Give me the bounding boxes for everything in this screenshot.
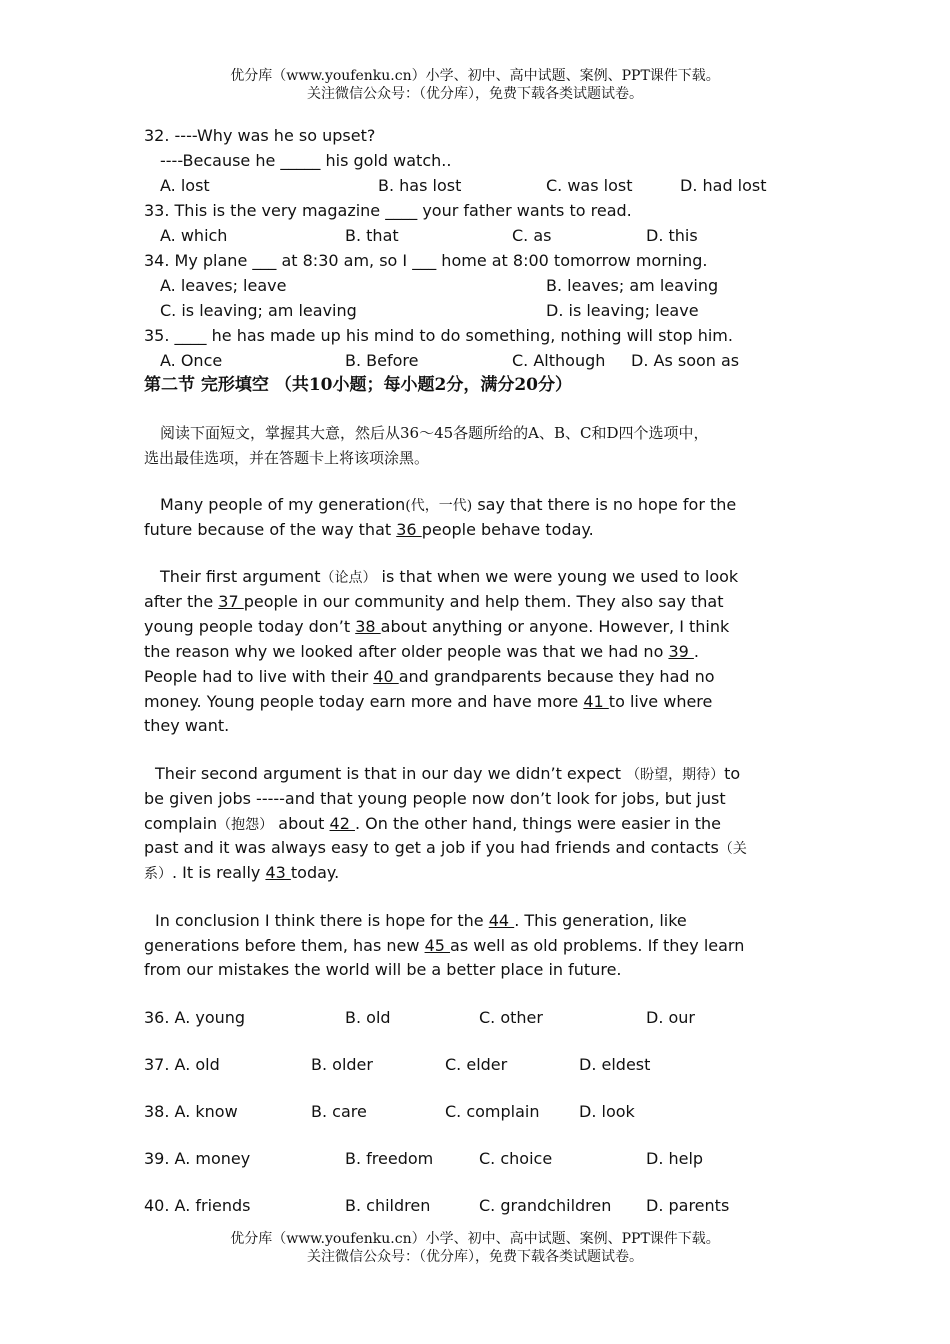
q33-option-b: B. that xyxy=(345,226,399,245)
q34-option-b: B. leaves; am leaving xyxy=(546,276,719,295)
q39-option-a: 39. A. money xyxy=(144,1149,251,1168)
q36-option-a: 36. A. young xyxy=(144,1008,246,1027)
q32-option-d: D. had lost xyxy=(680,176,767,195)
blank-45: 45 xyxy=(424,936,451,955)
passage-line: People had to live with their 40 and grandparents because they had no xyxy=(144,667,715,686)
q32-stem: 32. ----Why was he so upset? xyxy=(144,126,376,145)
passage-line: they want. xyxy=(144,716,230,735)
q40-option-d: D. parents xyxy=(646,1196,730,1215)
passage-line: money. Young people today earn more and have more 41 to live where xyxy=(144,692,713,711)
q32-option-c: C. was lost xyxy=(546,176,633,195)
passage-line: from our mistakes the world will be a better place in future. xyxy=(144,960,622,979)
q35-option-b: B. Before xyxy=(345,351,419,370)
passage-line: be given jobs -----and that young people now don’t look for jobs, but just xyxy=(144,789,726,808)
q37-option-d: D. eldest xyxy=(579,1055,651,1074)
q40-option-a: 40. A. friends xyxy=(144,1196,251,1215)
q34-stem: 34. My plane ___ at 8:30 am, so I ___ home at 8:00 tomorrow morning. xyxy=(144,251,708,270)
section-instruction-2: 选出最佳选项，并在答题卡上将该项涂黑。 xyxy=(144,449,430,467)
blank-40: 40 xyxy=(373,667,399,686)
blank-38: 38 xyxy=(355,617,381,636)
q33-stem: 33. This is the very magazine ____ your father wants to read. xyxy=(144,201,632,220)
footer-line-1: 优分库（www.youfenku.cn）小学、初中、高中试题、案例、PPT课件下载。 xyxy=(230,1231,720,1247)
header-line-1: 优分库（www.youfenku.cn）小学、初中、高中试题、案例、PPT课件下载。 xyxy=(230,68,720,84)
q35-option-a: A. Once xyxy=(160,351,223,370)
q39-option-d: D. help xyxy=(646,1149,704,1168)
q35-stem: 35. ____ he has made up his mind to do something, nothing will stop him. xyxy=(144,326,733,345)
q38-option-d: D. look xyxy=(579,1102,635,1121)
q32-stem-2: ----Because he _____ his gold watch.. xyxy=(160,151,452,170)
q38-option-b: B. care xyxy=(311,1102,367,1121)
q34-option-c: C. is leaving; am leaving xyxy=(160,301,357,320)
passage-line: In conclusion I think there is hope for the 44 . This generation, like xyxy=(155,911,687,930)
passage-line: complain（抱怨） about 42 . On the other hand, things were easier in the xyxy=(144,814,721,833)
q37-option-c: C. elder xyxy=(445,1055,508,1074)
q36-option-c: C. other xyxy=(479,1008,543,1027)
q32-option-b: B. has lost xyxy=(378,176,462,195)
q39-option-c: C. choice xyxy=(479,1149,553,1168)
q33-option-d: D. this xyxy=(646,226,698,245)
passage-line: Their second argument is that in our day we didn’t expect （盼望，期待）to xyxy=(155,764,741,783)
blank-36: 36 xyxy=(396,520,422,539)
q37-option-a: 37. A. old xyxy=(144,1055,220,1074)
passage-line: past and it was always easy to get a job if you had friends and contacts（关 xyxy=(144,838,747,857)
page-footer xyxy=(0,1230,950,1266)
section-instruction-1: 阅读下面短文，掌握其大意，然后从36～45各题所给的A、B、C和D四个选项中， xyxy=(160,424,709,442)
blank-42: 42 xyxy=(329,814,355,833)
page-header xyxy=(0,67,950,103)
q33-option-c: C. as xyxy=(512,226,552,245)
blank-44: 44 xyxy=(488,911,515,930)
q34-option-d: D. is leaving; leave xyxy=(546,301,699,320)
passage-line: Many people of my generation(代，一代) say that there is no hope for the xyxy=(160,495,737,514)
q40-option-b: B. children xyxy=(345,1196,431,1215)
passage-line: Their first argument（论点） is that when we were young we used to look xyxy=(160,567,739,586)
header-line-2: 关注微信公众号：（优分库），免费下载各类试题试卷。 xyxy=(307,86,643,102)
passage-line: future because of the way that 36 people behave today. xyxy=(144,520,594,539)
blank-41: 41 xyxy=(583,692,609,711)
q32-option-a: A. lost xyxy=(160,176,210,195)
q35-option-d: D. As soon as xyxy=(631,351,740,370)
passage-line: after the 37 people in our community and help them. They also say that xyxy=(144,592,724,611)
q36-option-b: B. old xyxy=(345,1008,391,1027)
passage-line: young people today don’t 38 about anything or anyone. However, I think xyxy=(144,617,730,636)
passage-line: generations before them, has new 45 as well as old problems. If they learn xyxy=(144,936,745,955)
footer-line-2: 关注微信公众号：（优分库），免费下载各类试题试卷。 xyxy=(307,1249,643,1265)
q34-option-a: A. leaves; leave xyxy=(160,276,287,295)
passage-line: the reason why we looked after older people was that we had no 39 . xyxy=(144,642,699,661)
q40-option-c: C. grandchildren xyxy=(479,1196,612,1215)
q39-option-b: B. freedom xyxy=(345,1149,434,1168)
q36-option-d: D. our xyxy=(646,1008,695,1027)
passage-line: 系）. It is really 43 today. xyxy=(144,863,340,882)
q37-option-b: B. older xyxy=(311,1055,373,1074)
q35-option-c: C. Although xyxy=(512,351,606,370)
blank-43: 43 xyxy=(265,863,291,882)
blank-37: 37 xyxy=(218,592,244,611)
blank-39: 39 xyxy=(668,642,694,661)
q38-option-a: 38. A. know xyxy=(144,1102,238,1121)
q38-option-c: C. complain xyxy=(445,1102,540,1121)
section-title: 第二节 完形填空 （共10小题；每小题2分，满分20分） xyxy=(144,375,572,395)
q33-option-a: A. which xyxy=(160,226,228,245)
